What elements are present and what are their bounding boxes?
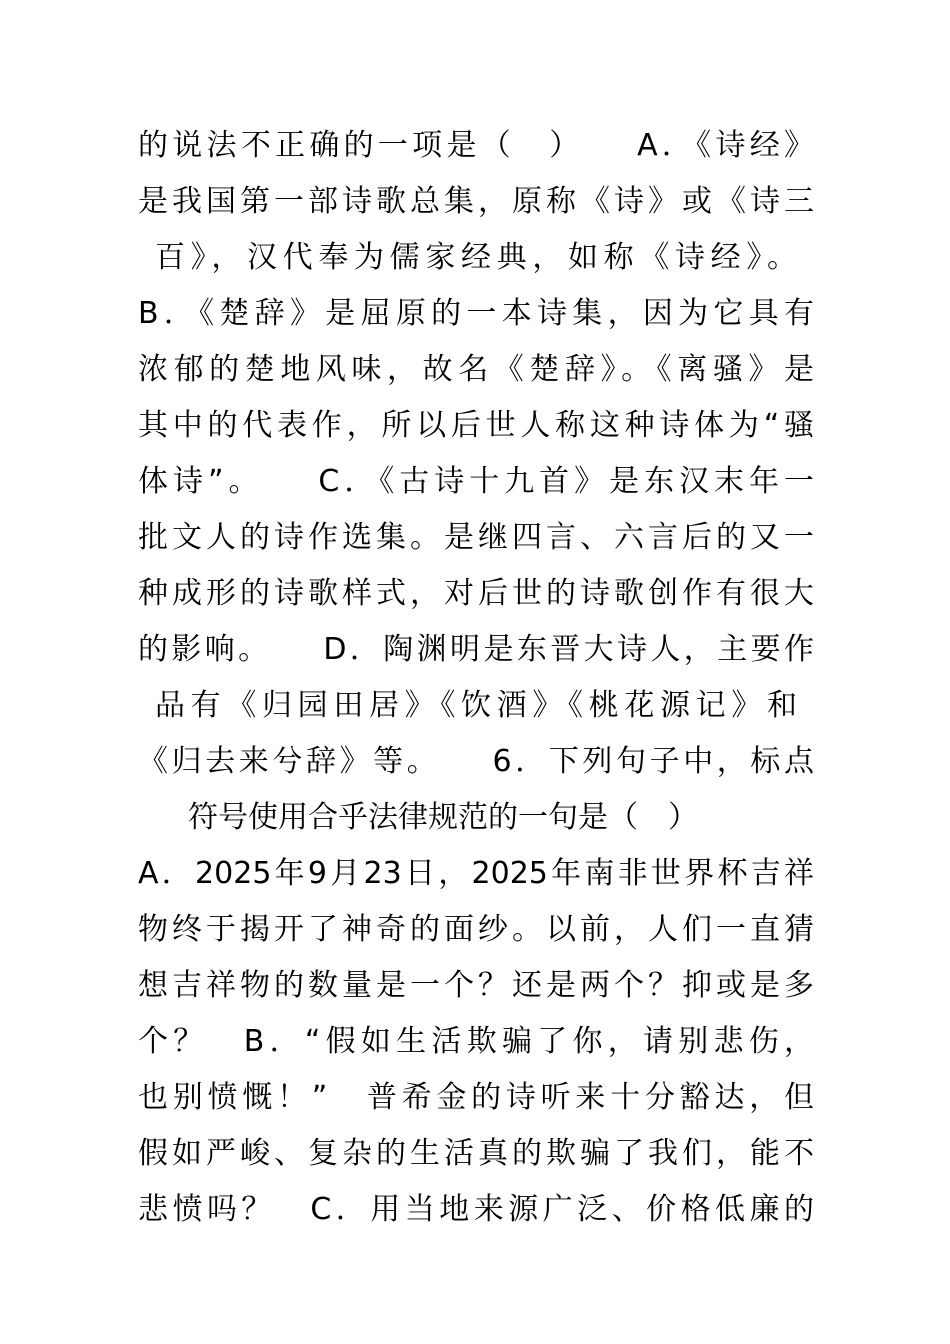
text-line: 品有《归园田居》《饮酒》《桃花源记》和 (155, 688, 797, 723)
text-line: 种成形的诗歌样式，对后世的诗歌创作有很大 (138, 576, 814, 611)
text-line: 物终于揭开了神奇的面纱。以前，人们一直猜 (138, 912, 814, 947)
text-line: 体诗”。 C．《古诗十九首》是东汉末年一 (138, 464, 814, 499)
text-line: 也别愤慨！” 普希金的诗听来十分豁达，但 (138, 1080, 814, 1115)
text-line: 浓郁的楚地风味，故名《楚辞》。《离骚》是 (138, 352, 814, 387)
text-line: 百》，汉代奉为儒家经典，如称《诗经》。 (155, 240, 797, 275)
text-line: 的影响。 D．陶渊明是东晋大诗人，主要作 (138, 632, 814, 667)
text-line: A．2025年9月23日，2025年南非世界杯吉祥 (138, 856, 814, 891)
text-line: B．《楚辞》是屈原的一本诗集，因为它具有 (138, 296, 814, 331)
text-line: 悲愤吗？ C．用当地来源广泛、价格低廉的 (138, 1192, 814, 1227)
text-line: 批文人的诗作选集。是继四言、六言后的又一 (138, 520, 814, 555)
text-line: 个？ B．“假如生活欺骗了你，请别悲伤， (138, 1024, 814, 1059)
text-line: 的说法不正确的一项是（ ） A．《诗经》 (138, 128, 814, 163)
text-line: 是我国第一部诗歌总集，原称《诗》或《诗三 (138, 184, 814, 219)
text-line: 想吉祥物的数量是一个？还是两个？抑或是多 (138, 968, 814, 1003)
text-line: 其中的代表作，所以后世人称这种诗体为“骚 (138, 408, 814, 443)
text-line: 假如严峻、复杂的生活真的欺骗了我们，能不 (138, 1136, 814, 1171)
text-line: 符号使用合乎法律规范的一句是（ ） (188, 800, 698, 835)
text-line: 《归去来兮辞》等。 6．下列句子中，标点 (138, 744, 814, 779)
